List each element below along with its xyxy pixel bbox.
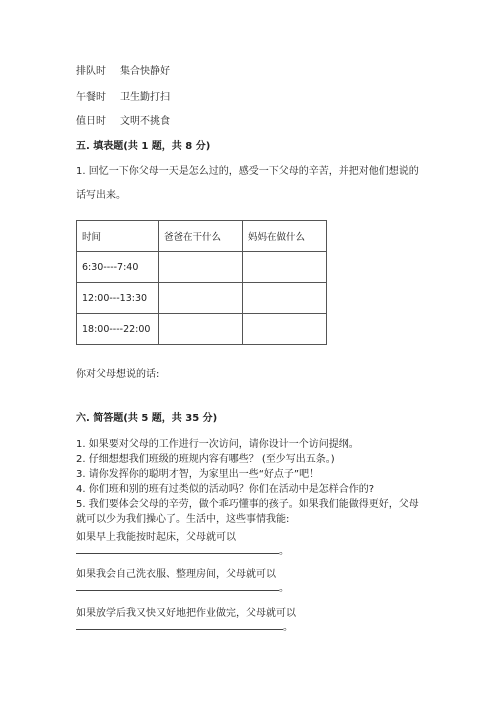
rule-label: 值日时 xyxy=(76,116,106,127)
question-item: 2. 仔细想想我们班级的班规内容有哪些？ (至少写出五条。) xyxy=(76,454,335,465)
rule-line xyxy=(76,112,170,127)
question-text: 话写出来。 xyxy=(76,190,126,201)
fill-line xyxy=(76,579,289,594)
table-row xyxy=(77,314,327,345)
table-header: 爸爸在干什么 xyxy=(159,221,243,252)
answer-blank[interactable] xyxy=(76,620,283,630)
fill-end-mark: 。 xyxy=(283,622,293,633)
rule-label: 午餐时 xyxy=(76,92,106,103)
parents-day-table xyxy=(76,220,327,345)
rule-value: 卫生勤打扫 xyxy=(120,92,170,103)
time-cell: 18:00----22:00 xyxy=(77,314,159,345)
section5-title: 五. 填表题(共 1 题，共 8 分) xyxy=(76,141,211,152)
fill-end-mark: 。 xyxy=(279,583,289,594)
table-header-row xyxy=(77,221,327,252)
fill-prompt: 如果早上我能按时起床，父母就可以 xyxy=(76,532,236,543)
time-cell: 6:30----7:40 xyxy=(77,252,159,283)
fill-prompt: 如果放学后我又快又好地把作业做完，父母就可以 xyxy=(76,608,296,619)
fill-line xyxy=(76,542,289,557)
blank-cell[interactable] xyxy=(243,283,327,314)
blank-cell[interactable] xyxy=(243,314,327,345)
fill-prompt: 如果我会自己洗衣服、整理房间，父母就可以 xyxy=(76,569,276,580)
blank-cell[interactable] xyxy=(159,252,243,283)
table-row xyxy=(77,252,327,283)
table-row xyxy=(77,283,327,314)
question-item: 5. 我们要体会父母的辛劳，做个乖巧懂事的孩子。如果我们能做得更好，父母 xyxy=(76,499,419,510)
question-item: 3. 请你发挥你的聪明才智，为家里出一些“好点子”吧！ xyxy=(76,469,320,480)
table-header: 妈妈在做什么 xyxy=(243,221,327,252)
time-cell: 12:00---13:30 xyxy=(77,283,159,314)
question-item: 1. 如果要对父母的工作进行一次访问，请你设计一个访问提纲。 xyxy=(76,439,359,450)
say-prompt: 你对父母想说的话: xyxy=(76,369,160,380)
answer-blank[interactable] xyxy=(76,581,279,591)
question-item-continued: 就可以少为我们操心了。生活中，这些事情我能: xyxy=(76,514,290,525)
question-item: 4. 你们班和别的班有过类似的活动吗？你们在活动中是怎样合作的? xyxy=(76,484,375,495)
rule-line xyxy=(76,62,170,77)
blank-cell[interactable] xyxy=(159,283,243,314)
rule-value: 文明不挑食 xyxy=(120,116,170,127)
section6-title: 六. 简答题(共 5 题，共 35 分) xyxy=(76,413,218,424)
fill-line xyxy=(76,618,293,633)
fill-end-mark: 。 xyxy=(279,546,289,557)
blank-cell[interactable] xyxy=(243,252,327,283)
blank-cell[interactable] xyxy=(159,314,243,345)
rule-value: 集合快静好 xyxy=(120,66,170,77)
answer-blank[interactable] xyxy=(76,544,279,554)
rule-label: 排队时 xyxy=(76,66,106,77)
question-text: 1. 回忆一下你父母一天是怎么过的，感受一下父母的辛苦，并把对他们想说的 xyxy=(76,166,419,177)
table-header: 时间 xyxy=(77,221,159,252)
rule-line xyxy=(76,88,170,103)
